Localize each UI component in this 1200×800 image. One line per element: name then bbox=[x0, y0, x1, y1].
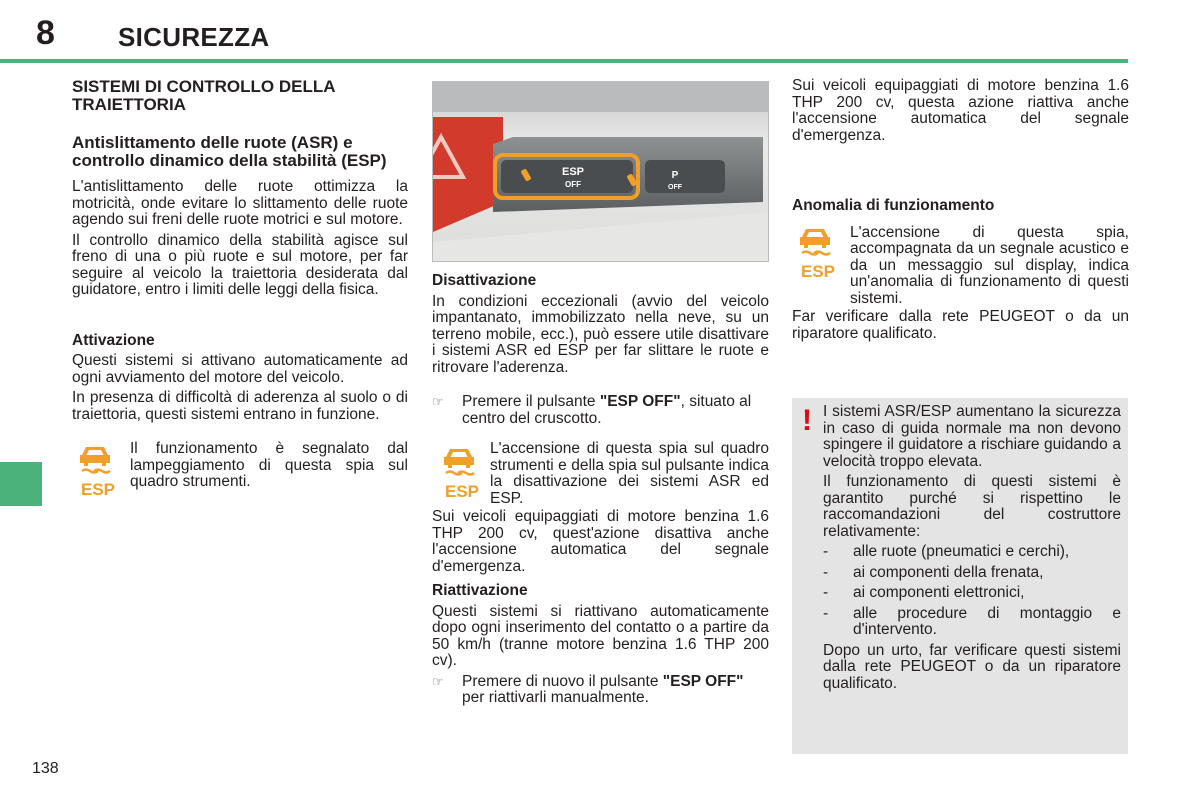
svg-text:ESP: ESP bbox=[444, 482, 480, 501]
anomaly-text: L'accensione di questa spia, accompagnata da un segnale acustico e da un messaggio sul display, indica un'anomalia di funzionamento di questi sistemi. bbox=[850, 223, 1129, 307]
reactivation-paragraph: Questi sistemi si riattivano automaticamente dopo ogni inserimento del contatto o a partire da 50 km/h (tranne motore benzina 1.6 THP 200 cv). bbox=[432, 602, 769, 669]
esp-deactivated-note bbox=[432, 441, 769, 507]
anomaly-note bbox=[792, 225, 1129, 308]
pointing-hand-icon: ☞ bbox=[432, 394, 444, 409]
esp-warning-icon bbox=[792, 225, 850, 287]
section-title: SISTEMI DI CONTROLLO DELLA TRAIETTORIA bbox=[72, 77, 335, 114]
exclamation-icon: ! bbox=[802, 404, 812, 437]
chapter-title: SICUREZZA bbox=[118, 22, 270, 52]
list-item: - ai componenti elettronici, bbox=[823, 584, 1025, 601]
warning-text bbox=[823, 404, 1121, 696]
chapter-side-tab bbox=[0, 462, 42, 506]
esp-off-label: "ESP OFF" bbox=[599, 393, 681, 410]
esp-deactivated-text: L'accensione di questa spia sul quadro strumenti e della spia sul pulsante indica la disattivazione dei sistemi ASR ed ESP. bbox=[490, 440, 769, 507]
svg-text:ESP: ESP bbox=[80, 480, 116, 499]
list-item: - alle ruote (pneumatici e cerchi), bbox=[823, 543, 1070, 560]
deactivation-heading: Disattivazione bbox=[432, 272, 537, 289]
thp-deactivation-paragraph: Sui veicoli equipaggiati di motore benzina 1.6 THP 200 cv, quest'azione disattiva anche l'accensione automatica del segnale d'emergenza. bbox=[432, 508, 769, 575]
activation-paragraph-2: In presenza di difficoltà di aderenza al suolo o di traiettoria, questi sistemi entrano in funzione. bbox=[72, 389, 408, 423]
svg-text:P: P bbox=[671, 170, 679, 181]
pointing-hand-icon: ☞ bbox=[432, 673, 444, 689]
press-esp-off-again-instruction: ☞ Premere di nuovo il pulsante "ESP OFF" per riattivarli manualmente. bbox=[432, 672, 744, 706]
esp-paragraph: Il controllo dinamico della stabilità agisce sul freno di una o più ruote e sul motore, per far seguire al veicolo la traiettoria desiderata dal guidatore, entro i limiti delle leggi della fisica. bbox=[72, 231, 408, 298]
asr-paragraph: L'antislittamento delle ruote ottimizza la motricità, onde evitare lo slittamento delle ruote agendo sui freni delle ruote motrici e sul motore. bbox=[72, 178, 408, 228]
chapter-number: 8 bbox=[36, 14, 55, 52]
section-subtitle: Antislittamento delle ruote (ASR) e controllo dinamico della stabilità (ESP) bbox=[72, 133, 387, 170]
column-left bbox=[72, 78, 408, 505]
page-number: 138 bbox=[32, 760, 59, 777]
warning-paragraph-1: I sistemi ASR/ESP aumentano la sicurezza in caso di guida normale ma non devono spingere il guidatore a rischiare guidando a velocità troppo elevata. bbox=[823, 403, 1121, 470]
anomaly-heading: Anomalia di funzionamento bbox=[792, 197, 995, 214]
thp-reactivation-paragraph: Sui veicoli equipaggiati di motore benzina 1.6 THP 200 cv, questa azione riattiva anche l'accensione automatica del segnale d'emergenza. bbox=[792, 77, 1129, 144]
deactivation-paragraph: In condizioni eccezionali (avvio del veicolo impantanato, immobilizzato nella neve, su un terreno mobile, ecc.), può essere utile disattivare i sistemi ASR ed ESP per far slittare le ruote e ritrovare l'aderenza. bbox=[432, 292, 769, 376]
esp-off-label: "ESP OFF" bbox=[662, 672, 744, 690]
svg-text:OFF: OFF bbox=[565, 180, 581, 189]
esp-warning-icon bbox=[432, 441, 490, 503]
anomaly-paragraph-2: Far verificare dalla rete PEUGEOT o da un riparatore qualificato. bbox=[792, 308, 1129, 342]
column-middle bbox=[432, 273, 769, 711]
svg-text:ESP: ESP bbox=[800, 261, 836, 281]
column-right bbox=[792, 78, 1129, 346]
list-item: - alle procedure di montaggio e d'intervento. bbox=[823, 604, 1121, 638]
dashboard-photo bbox=[432, 81, 769, 262]
activation-heading: Attivazione bbox=[72, 331, 155, 349]
warning-box bbox=[792, 398, 1128, 754]
warning-paragraph-3: Dopo un urto, far verificare questi sistemi dalla rete PEUGEOT o da un riparatore qualificato. bbox=[823, 641, 1121, 692]
reactivation-heading: Riattivazione bbox=[432, 582, 528, 599]
activation-paragraph-1: Questi sistemi si attivano automaticamente ad ogni avviamento del motore del veicolo. bbox=[72, 352, 408, 386]
press-esp-off-instruction: ☞ Premere il pulsante "ESP OFF", situato al centro del cruscotto. bbox=[432, 393, 752, 427]
esp-flashing-note bbox=[72, 441, 408, 503]
svg-text:ESP: ESP bbox=[561, 166, 585, 178]
svg-text:OFF: OFF bbox=[668, 184, 682, 191]
esp-warning-icon bbox=[72, 441, 130, 503]
warning-paragraph-2: Il funzionamento di questi sistemi è garantito purché si rispettino le raccomandazioni del costruttore relativamente: bbox=[823, 473, 1121, 540]
list-item: - ai componenti della frenata, bbox=[823, 563, 1044, 581]
header-rule bbox=[0, 59, 1128, 63]
esp-flashing-text: Il funzionamento è segnalato dal lampeggiamento di questa spia sul quadro strumenti. bbox=[130, 440, 408, 490]
